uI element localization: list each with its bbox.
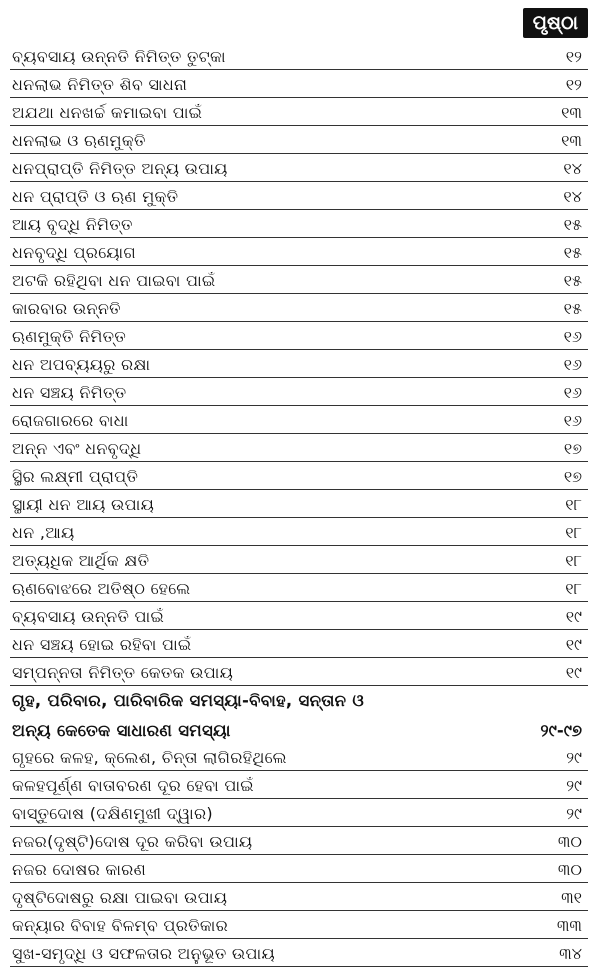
toc-entry-title: ଅତ୍ୟଧିକ ଆର୍ଥିକ କ୍ଷତି <box>12 551 150 570</box>
toc-entry-title: ଧନ ,ଆୟ <box>12 523 75 542</box>
toc-entry <box>10 154 588 182</box>
toc-entry-page: ୧୭ <box>563 439 582 458</box>
toc-entry <box>10 546 588 574</box>
toc-entry-page: ୧୫ <box>563 271 582 290</box>
toc-entry-title: ବ୍ୟବସାୟ ଉନ୍ନତି ପାଇଁ <box>12 607 165 626</box>
toc-entry-title: ଦୃଷ୍ଟିଦୋଷରୁ ରକ୍ଷା ପାଇବା ଉପାୟ <box>12 888 228 907</box>
toc-entry-title: ଧନବୃଦ୍ଧି ପ୍ରୟୋଗ <box>12 243 136 262</box>
toc-entry-page: ୧୯ <box>565 607 582 626</box>
toc-entry-title: ଧନ ସଞ୍ଚୟ ହୋଇ ରହିବା ପାଇଁ <box>12 635 192 654</box>
toc-entry <box>10 210 588 238</box>
toc-entry-title: ବ୍ୟବସାୟ ଉନ୍ନତି ନିମିତ୍ତ ତୁଟ୍‌କା <box>12 47 226 66</box>
toc-entry-title: ଅଟକି ରହିଥିବା ଧନ ପାଇବା ପାଇଁ <box>12 271 216 290</box>
section-page-range: ୨୯-୯୭ <box>540 721 582 740</box>
toc-entry-title: ଋଣମୁକ୍ତି ନିମିତ୍ତ <box>12 327 127 346</box>
toc-entry-title: କାରବାର ଉନ୍ନତି <box>12 299 121 318</box>
toc-entry <box>10 350 588 378</box>
toc-entry <box>10 658 588 686</box>
toc-entry-page: ୧୩ <box>561 103 582 122</box>
toc-entry <box>10 911 588 939</box>
toc-entry-page: ୩୧ <box>561 888 582 907</box>
toc-entry-page: ୨୯ <box>566 748 582 767</box>
toc-entry-title: ବାସ୍ତୁଦୋଷ (ଦକ୍ଷିଣମୁଖୀ ଦ୍ୱାର) <box>12 804 213 823</box>
section-title-line1: ଗୃହ, ପରିବାର, ପାରିବାରିକ ସମସ୍ୟା-ବିବାହ, ସନ୍ତାନ ଓ <box>12 691 365 710</box>
toc-entry-page: ୩୩ <box>556 916 582 935</box>
toc-entry-title: ସ୍ଥାୟୀ ଧନ ଆୟ ଉପାୟ <box>12 495 155 514</box>
toc-entry-title: ଧନଲାଭ ନିମିତ୍ତ ଶିବ ସାଧନା <box>12 75 188 94</box>
toc-entry-page: ୧୪ <box>563 159 582 178</box>
toc-entry-title: ଗୃହରେ କଳହ, କ୍ଲେଶ, ଚିନ୍ତା ଲାଗିରହିଥିଲେ <box>12 748 287 767</box>
toc-entry-title: ଧନଲାଭ ଓ ଋଣମୁକ୍ତି <box>12 131 146 150</box>
toc-entry <box>10 70 588 98</box>
toc-entry-title: ସମ୍ପନ୍ନତା ନିମିତ୍ତ କେତକ ଉପାୟ <box>12 663 234 682</box>
toc-entry-page: ୩୪ <box>559 944 582 963</box>
toc-entry <box>10 266 588 294</box>
toc-entry-title: ସ୍ଥିର ଲକ୍ଷ୍ମୀ ପ୍ରାପ୍ତି <box>12 467 139 486</box>
toc-entry <box>10 855 588 883</box>
toc-entry <box>10 294 588 322</box>
toc-entry <box>10 630 588 658</box>
section-title-line2: ଅନ୍ୟ କେତେକ ସାଧାରଣ ସମସ୍ୟା <box>12 721 231 740</box>
toc-entry <box>10 490 588 518</box>
toc-group-household <box>10 743 588 967</box>
toc-entry <box>10 883 588 911</box>
toc-entry <box>10 771 588 799</box>
toc-entry-title: ଧନ ସଞ୍ଚୟ ନିମିତ୍ତ <box>12 383 127 402</box>
toc-entry <box>10 602 588 630</box>
toc-entry-page: ୧୮ <box>565 579 582 598</box>
toc-entry <box>10 98 588 126</box>
toc-group-finance <box>10 42 588 686</box>
page-column-header: ପୃଷ୍ଠା <box>523 8 588 38</box>
toc-entry-page: ୧୨ <box>565 75 582 94</box>
section-heading-line1 <box>10 686 588 713</box>
toc-entry <box>10 799 588 827</box>
toc-entry-page: ୧୮ <box>565 523 582 542</box>
toc-entry-page: ୧୫ <box>563 299 582 318</box>
toc-entry-page: ୧୫ <box>563 243 582 262</box>
toc-entry-title: ଧନ ଅପବ୍ୟୟରୁ ରକ୍ଷା <box>12 355 151 374</box>
toc-entry <box>10 182 588 210</box>
toc-entry <box>10 406 588 434</box>
toc-entry-page: ୨୯ <box>566 776 582 795</box>
toc-entry-page: ୧୪ <box>563 187 582 206</box>
toc-entry-title: ଅନ୍ନ ଏବଂ ଧନବୃଦ୍ଧି <box>12 439 142 458</box>
toc-entry-title: ଅଯଥା ଧନଖର୍ଚ୍ଚ କମାଇବା ପାଇଁ <box>12 103 203 122</box>
toc-entry-page: ୧୬ <box>563 327 582 346</box>
toc-entry-page: ୧୫ <box>563 215 582 234</box>
toc-entry-title: ସୁଖ-ସମୃଦ୍ଧି ଓ ସଫଳତାର ଅନୁଭୂତ ଉପାୟ <box>12 944 275 963</box>
toc-entry-page: ୨୯ <box>566 804 582 823</box>
toc-entry-page: ୧୮ <box>565 551 582 570</box>
toc-entry <box>10 434 588 462</box>
toc-entry-page: ୧୯ <box>565 663 582 682</box>
toc-entry-title: କନ୍ୟାର ବିବାହ ବିଳମ୍ବ ପ୍ରତିକାର <box>12 916 229 935</box>
toc-entry-title: ନଜର ଦୋଷର କାରଣ <box>12 860 146 879</box>
toc-entry <box>10 939 588 967</box>
toc-entry <box>10 827 588 855</box>
toc-entry <box>10 518 588 546</box>
toc-entry-page: ୩୦ <box>557 860 582 879</box>
toc-entry <box>10 462 588 490</box>
toc-entry-title: ଧନ ପ୍ରାପ୍ତି ଓ ଋଣ ମୁକ୍ତି <box>12 187 179 206</box>
toc-entry-page: ୧୯ <box>565 635 582 654</box>
toc-entry-title: ଆୟ ବୃଦ୍ଧି ନିମିତ୍ତ <box>12 215 133 234</box>
toc-entry-page: ୧୭ <box>563 467 582 486</box>
toc-entry-page: ୧୬ <box>563 355 582 374</box>
toc-entry-title: ନଜର(ଦୃଷ୍ଟି)ଦୋଷ ଦୂର କରିବା ଉପାୟ <box>12 832 253 851</box>
toc-entry <box>10 126 588 154</box>
toc-entry <box>10 238 588 266</box>
toc-entry-title: କଳହପୂର୍ଣ୍ଣ ବାତାବରଣ ଦୂର ହେବା ପାଇଁ <box>12 776 254 795</box>
toc-entry <box>10 322 588 350</box>
toc-entry-page: ୩୦ <box>557 832 582 851</box>
toc-entry-title: ଧନପ୍ରାପ୍ତି ନିମିତ୍ତ ଅନ୍ୟ ଉପାୟ <box>12 159 228 178</box>
toc-entry-title: ରୋଜଗାରରେ ବାଧା <box>12 411 129 430</box>
toc-entry-page: ୧୬ <box>563 383 582 402</box>
toc-entry <box>10 42 588 70</box>
toc-entry <box>10 574 588 602</box>
toc-entry-title: ଋଣବୋଝରେ ଅତିଷ୍ଠ ହେଲେ <box>12 579 191 598</box>
toc-entry-page: ୧୨ <box>565 47 582 66</box>
toc-entry-page: ୧୬ <box>563 411 582 430</box>
toc-entry <box>10 743 588 771</box>
toc-entry <box>10 378 588 406</box>
toc-entry-page: ୧୮ <box>565 495 582 514</box>
toc-entry-page: ୧୩ <box>561 131 582 150</box>
table-of-contents <box>10 42 588 967</box>
section-heading-line2 <box>10 713 588 743</box>
